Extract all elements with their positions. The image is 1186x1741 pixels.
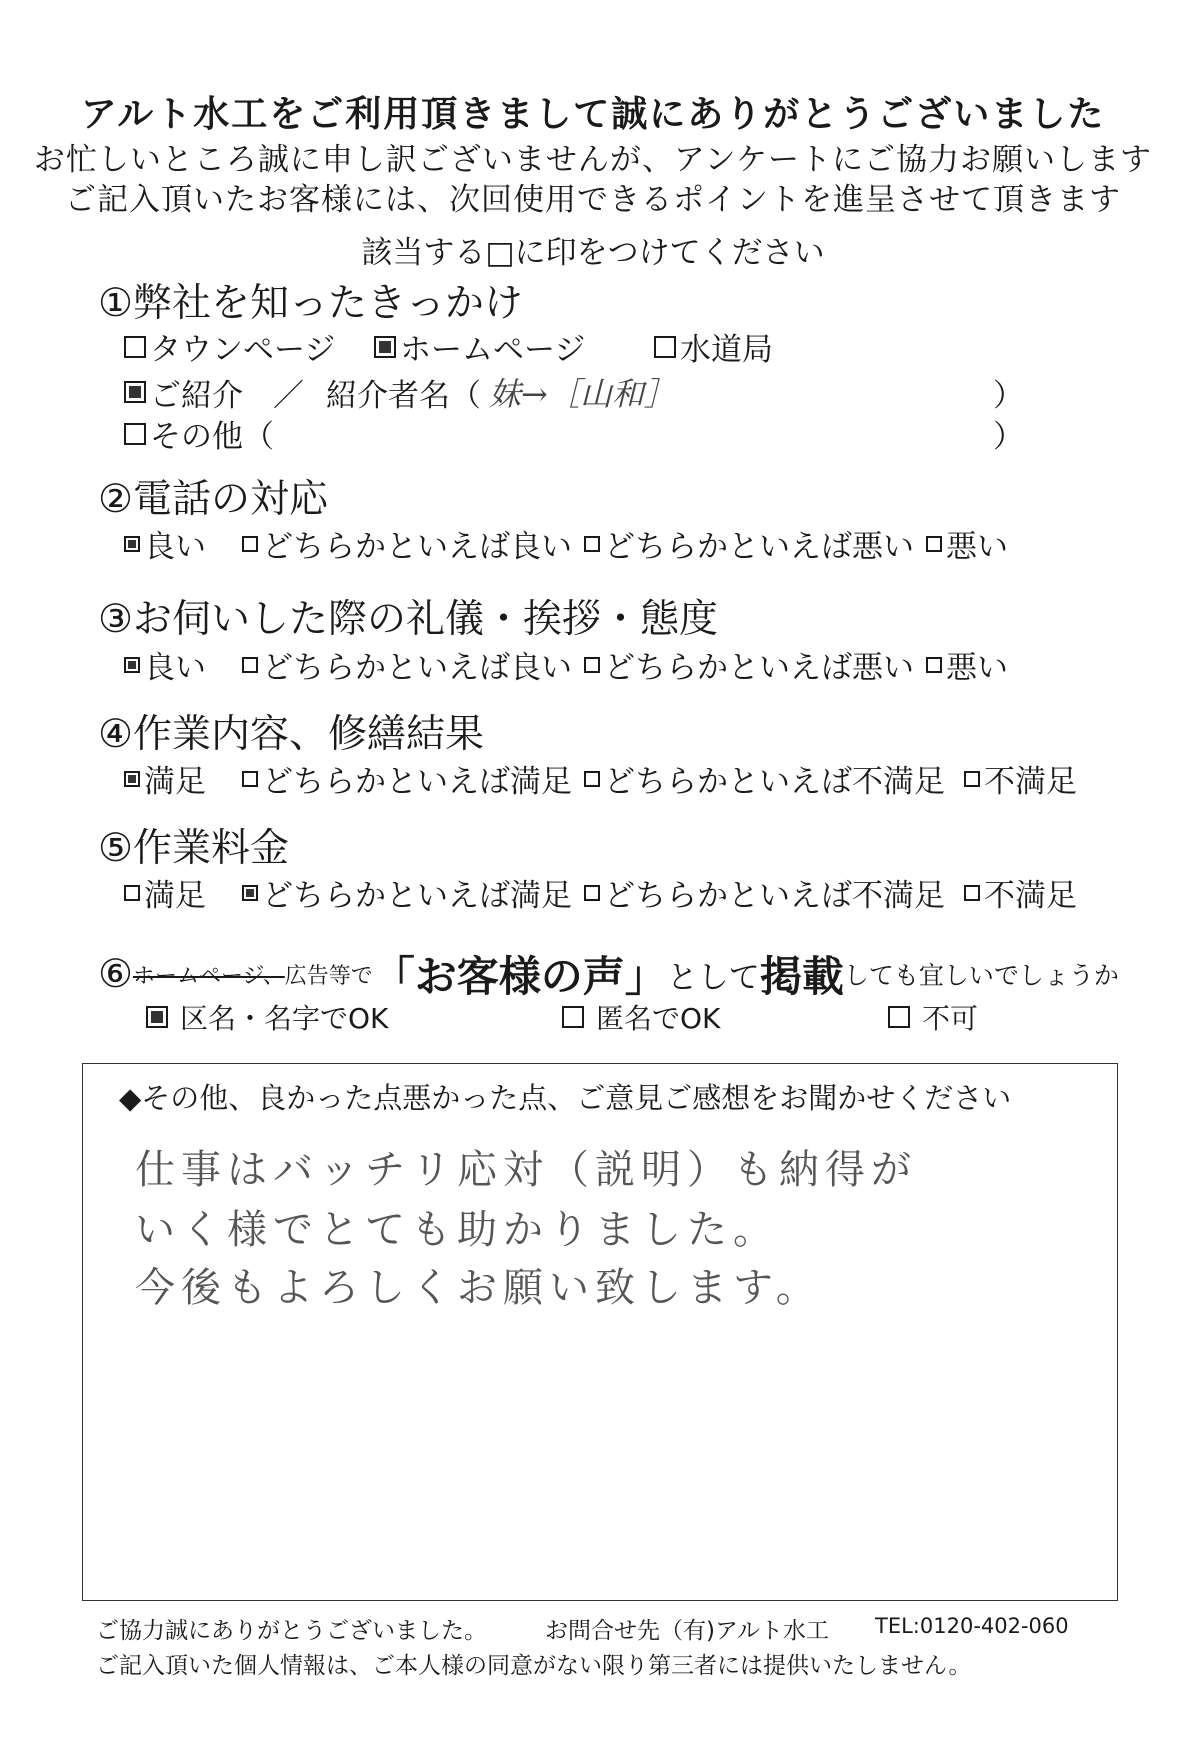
- header-line-2: お忙しいところ誠に申し訳ございませんが、アンケートにご協力お願いします: [33, 142, 1153, 178]
- q5-option[interactable]: [584, 870, 964, 915]
- comment-line: 仕事はバッチリ応対（説明）も納得が: [135, 1147, 917, 1193]
- q5-option[interactable]: [964, 870, 1077, 915]
- q4-option[interactable]: [124, 756, 242, 801]
- q6-option-row: [146, 997, 978, 1037]
- q1-other-row: [124, 411, 1024, 456]
- option-label: どちらかといえば不満足: [604, 878, 945, 914]
- q6-option[interactable]: [146, 997, 562, 1037]
- q6-emphasis-2: 掲載: [759, 952, 844, 1001]
- option-label: 悪い: [946, 529, 1008, 565]
- q2-title: ②電話の対応: [98, 477, 328, 522]
- option-label: 悪い: [946, 650, 1008, 686]
- q4-option[interactable]: [242, 756, 584, 801]
- option-label: タウンページ: [150, 332, 336, 368]
- comment-line: いく様でとても助かりました。: [135, 1207, 779, 1253]
- other-close-paren: ）: [993, 419, 1024, 455]
- checkbox[interactable]: [926, 657, 942, 673]
- checkbox[interactable]: [964, 771, 980, 787]
- q3-option[interactable]: [926, 642, 1008, 687]
- q6-option[interactable]: [562, 997, 888, 1037]
- q3-title: ③お伺いした際の礼儀・挨拶・態度: [98, 597, 718, 642]
- option-label: どちらかといえば悪い: [604, 650, 914, 686]
- checkbox[interactable]: [926, 536, 942, 552]
- checkbox[interactable]: [584, 885, 600, 901]
- q5-option-row: [124, 870, 1077, 915]
- q6-emphasis: 「お客様の声」: [372, 952, 667, 1001]
- q5-option[interactable]: [124, 870, 242, 915]
- checkbox[interactable]: [654, 336, 676, 358]
- comment-box[interactable]: [82, 1063, 1118, 1601]
- checkbox[interactable]: [124, 336, 146, 358]
- checkbox[interactable]: [242, 657, 258, 673]
- option-label: どちらかといえば良い: [262, 650, 572, 686]
- checkbox[interactable]: [124, 657, 140, 673]
- footer-thanks: ご協力誠にありがとうございました。: [96, 1618, 487, 1644]
- q3-option-row: [124, 642, 1008, 687]
- q5-title: ⑤作業料金: [98, 826, 289, 871]
- comment-prompt: ◆その他、良かった点悪かった点、ご意見ご感想をお聞かせください: [119, 1081, 1012, 1115]
- option-label: どちらかといえば悪い: [604, 529, 914, 565]
- option-label: どちらかといえば良い: [262, 529, 572, 565]
- q1-option[interactable]: [124, 324, 374, 369]
- comment-line: 今後もよろしくお願い致します。: [135, 1265, 822, 1311]
- referral-label: ご紹介: [150, 377, 243, 414]
- option-label: 不満足: [984, 878, 1077, 914]
- footer-privacy: ご記入頂いた個人情報は、ご本人様の同意がない限り第三者には提供いたしません。: [96, 1653, 972, 1679]
- header-line-3: ご記入頂いたお客様には、次回使用できるポイントを進呈させて頂きます: [65, 182, 1121, 218]
- checkbox[interactable]: [124, 536, 140, 552]
- slash: ／: [273, 377, 304, 414]
- q6-title: [98, 944, 1119, 1004]
- instruction: 該当する□に印をつけてください: [361, 235, 825, 271]
- q3-option[interactable]: [242, 642, 584, 687]
- q6-struck-text: ホームページ、: [132, 963, 285, 989]
- option-label: どちらかといえば不満足: [604, 764, 945, 800]
- other-option[interactable]: [124, 411, 274, 456]
- referrer-value[interactable]: 妹→［山和］: [489, 375, 676, 413]
- q4-option[interactable]: [964, 756, 1077, 801]
- q6-pre-text: 広告等で: [284, 963, 373, 989]
- checkbox[interactable]: [146, 1006, 168, 1028]
- checkbox[interactable]: [374, 336, 396, 358]
- q1-referral-row: [124, 369, 1024, 415]
- q4-option-row: [124, 756, 1077, 801]
- checkbox[interactable]: [888, 1006, 910, 1028]
- q2-option[interactable]: [926, 521, 1008, 566]
- referrer-label: 紹介者名（: [326, 377, 481, 414]
- other-label: その他（: [150, 419, 274, 455]
- checkbox[interactable]: [242, 536, 258, 552]
- checkbox[interactable]: [584, 771, 600, 787]
- close-paren: ）: [993, 377, 1024, 414]
- q6-post-text: しても宜しいでしょうか: [843, 961, 1119, 990]
- q1-option[interactable]: [654, 324, 773, 369]
- checkbox[interactable]: [562, 1006, 584, 1028]
- option-label: 区名・名字でOK: [180, 1002, 389, 1035]
- referral-option[interactable]: [124, 370, 243, 415]
- option-label: 匿名でOK: [596, 1002, 721, 1035]
- header-line-1: アルト水工をご利用頂きまして誠にありがとうございました: [80, 94, 1106, 135]
- q5-option[interactable]: [242, 870, 584, 915]
- q3-option[interactable]: [124, 642, 242, 687]
- option-label: 満足: [144, 764, 206, 800]
- q3-option[interactable]: [584, 642, 926, 687]
- checkbox[interactable]: [124, 885, 140, 901]
- option-label: 水道局: [680, 332, 773, 368]
- q4-title: ④作業内容、修繕結果: [98, 712, 484, 757]
- checkbox[interactable]: [124, 423, 146, 445]
- option-label: どちらかといえば満足: [262, 764, 572, 800]
- q2-option-row: [124, 521, 1008, 566]
- option-label: 満足: [144, 878, 206, 914]
- checkbox[interactable]: [124, 771, 140, 787]
- option-label: どちらかといえば満足: [262, 878, 572, 914]
- q1-option[interactable]: [374, 324, 654, 369]
- option-label: 良い: [144, 529, 206, 565]
- q6-mid-text: として: [666, 959, 760, 996]
- option-label: ホームページ: [400, 332, 586, 368]
- q6-number: ⑥: [98, 951, 133, 997]
- q2-option[interactable]: [242, 521, 584, 566]
- option-label: 不可: [922, 1002, 979, 1035]
- checkbox[interactable]: [242, 771, 258, 787]
- q4-option[interactable]: [584, 756, 964, 801]
- q2-option[interactable]: [124, 521, 242, 566]
- q6-option[interactable]: [888, 997, 978, 1037]
- checkbox[interactable]: [584, 536, 600, 552]
- q2-option[interactable]: [584, 521, 926, 566]
- footer-tel: TEL:0120-402-060: [875, 1614, 1069, 1638]
- q1-option-row: [124, 324, 773, 369]
- checkbox[interactable]: [584, 657, 600, 673]
- option-label: 不満足: [984, 764, 1077, 800]
- checkbox[interactable]: [964, 885, 980, 901]
- option-label: 良い: [144, 650, 206, 686]
- checkbox[interactable]: [242, 885, 258, 901]
- q1-title: ①弊社を知ったきっかけ: [98, 281, 523, 326]
- footer-contact: お問合せ先（有)アルト水工: [545, 1618, 830, 1644]
- checkbox[interactable]: [124, 381, 146, 403]
